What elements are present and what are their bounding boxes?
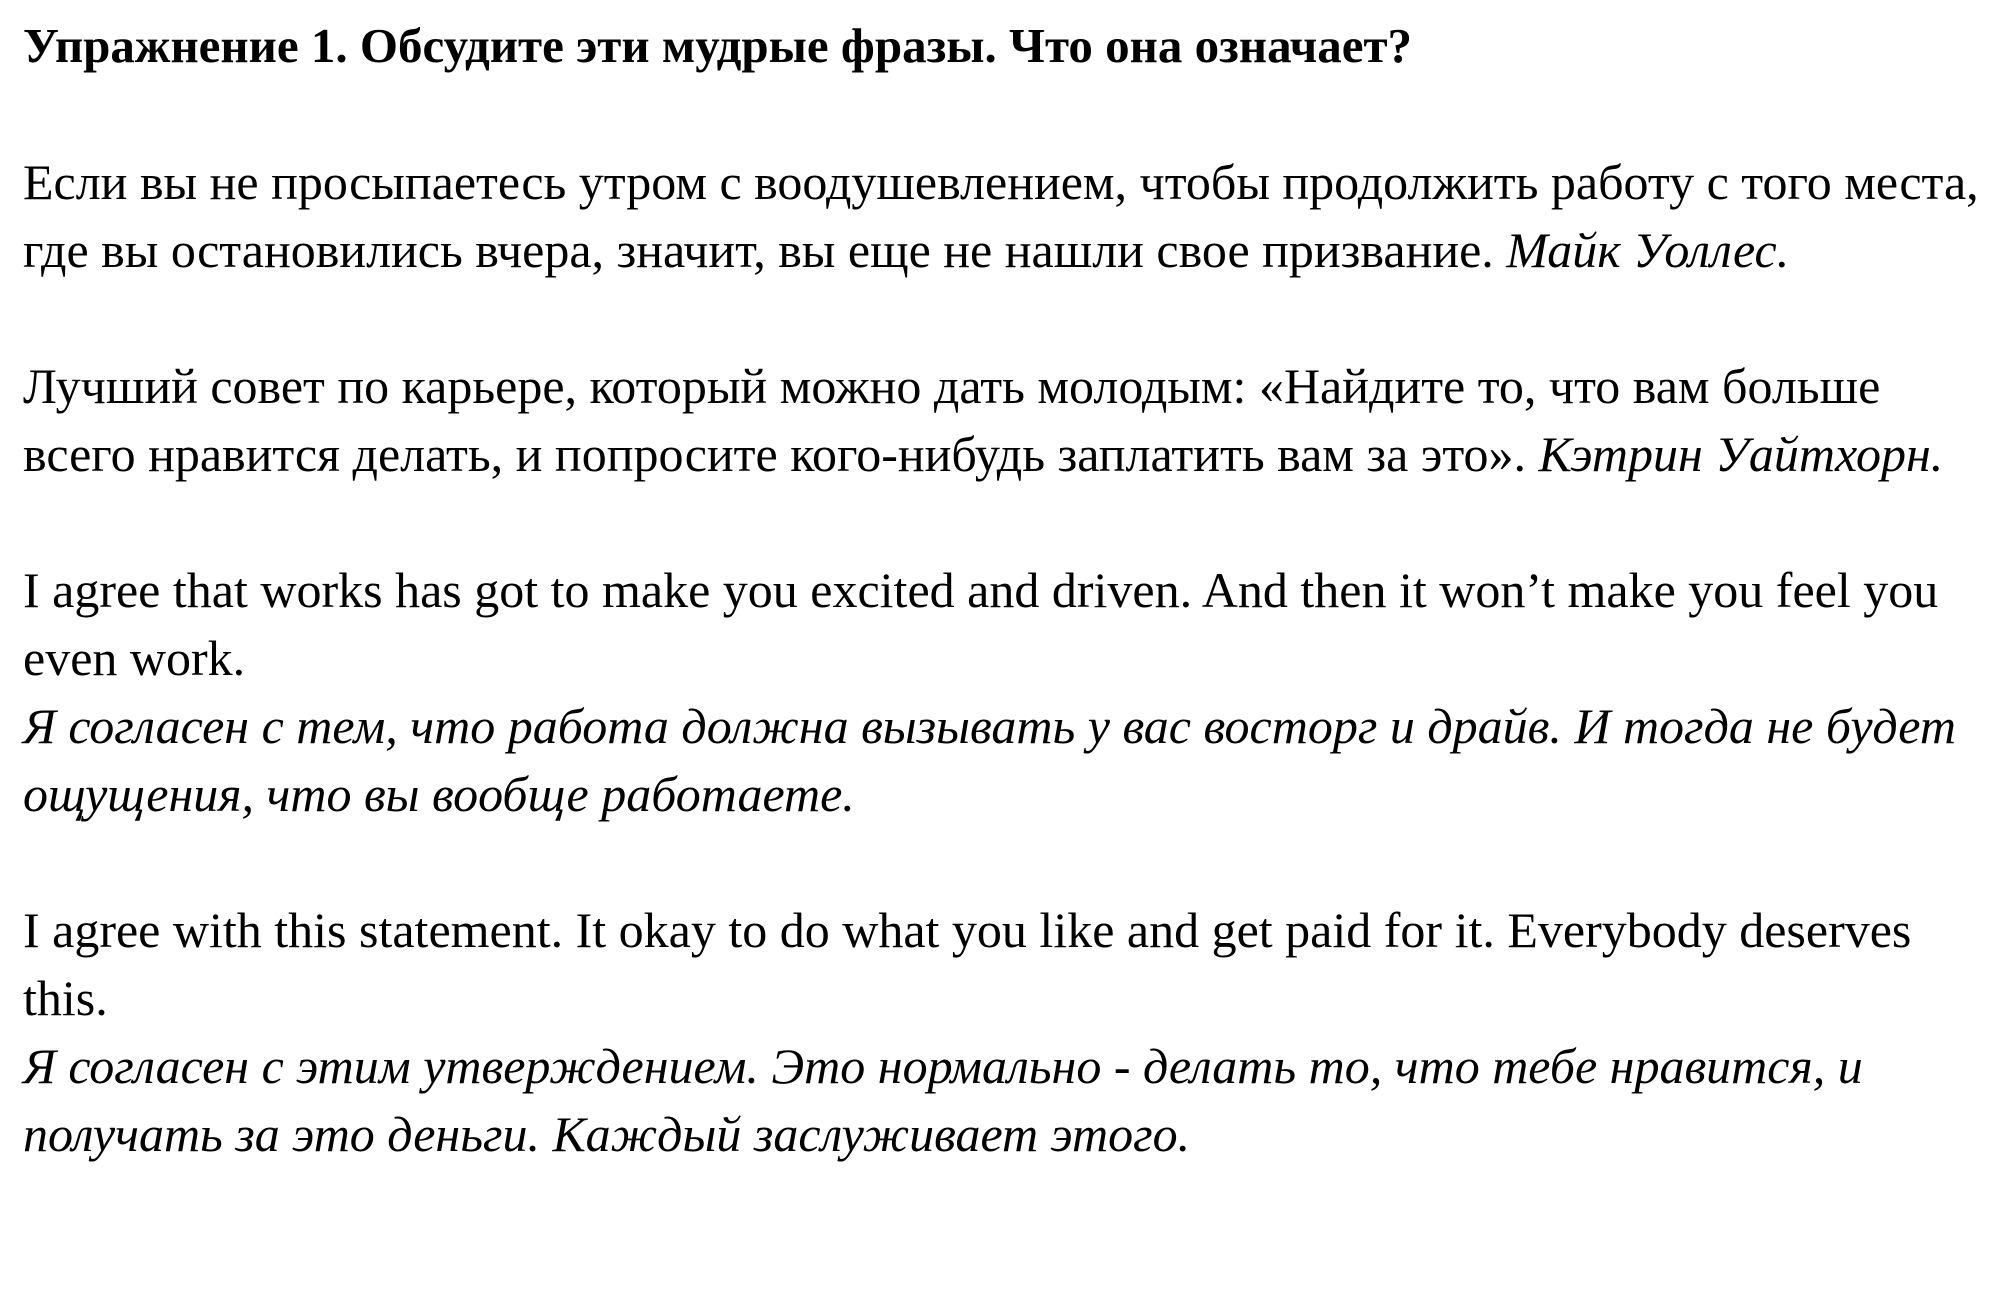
quote-2-text: Лучший совет по карьере, который можно дать молодым: «Найдите то, что вам больше всего нравится делать, и попросите кого-нибудь заплатить вам за это».	[23, 358, 1881, 482]
quote-2-author: Кэтрин Уайтхорн.	[1538, 426, 1944, 482]
document-page	[23, 12, 1983, 1168]
exercise-title: Упражнение 1. Обсудите эти мудрые фразы. Что она означает?	[23, 18, 1413, 73]
quote-2	[23, 352, 1983, 488]
spacer	[23, 488, 1983, 556]
spacer	[23, 80, 1983, 148]
quote-1-text: Если вы не просыпаетесь утром с воодушевлением, чтобы продолжить работу с того места, где вы остановились вчера, значит, вы еще не нашли свое призвание.	[23, 154, 1979, 278]
spacer	[23, 284, 1983, 352]
quote-1	[23, 148, 1983, 284]
spacer	[23, 828, 1983, 896]
answer-2-english: I agree with this statement. It okay to do what you like and get paid for it. Everybody deserves this.	[23, 902, 1912, 1026]
answer-1-translation: Я согласен с тем, что работа должна вызывать у вас восторг и драйв. И тогда не будет ощущения, что вы вообще работаете.	[23, 698, 1956, 822]
quote-1-author: Майк Уоллес.	[1506, 222, 1790, 278]
answer-1-english: I agree that works has got to make you excited and driven. And then it won’t make you feel you even work.	[23, 562, 1939, 686]
answer-2-translation: Я согласен с этим утверждением. Это нормально - делать то, что тебе нравится, и получать за это деньги. Каждый заслуживает этого.	[23, 1038, 1863, 1162]
